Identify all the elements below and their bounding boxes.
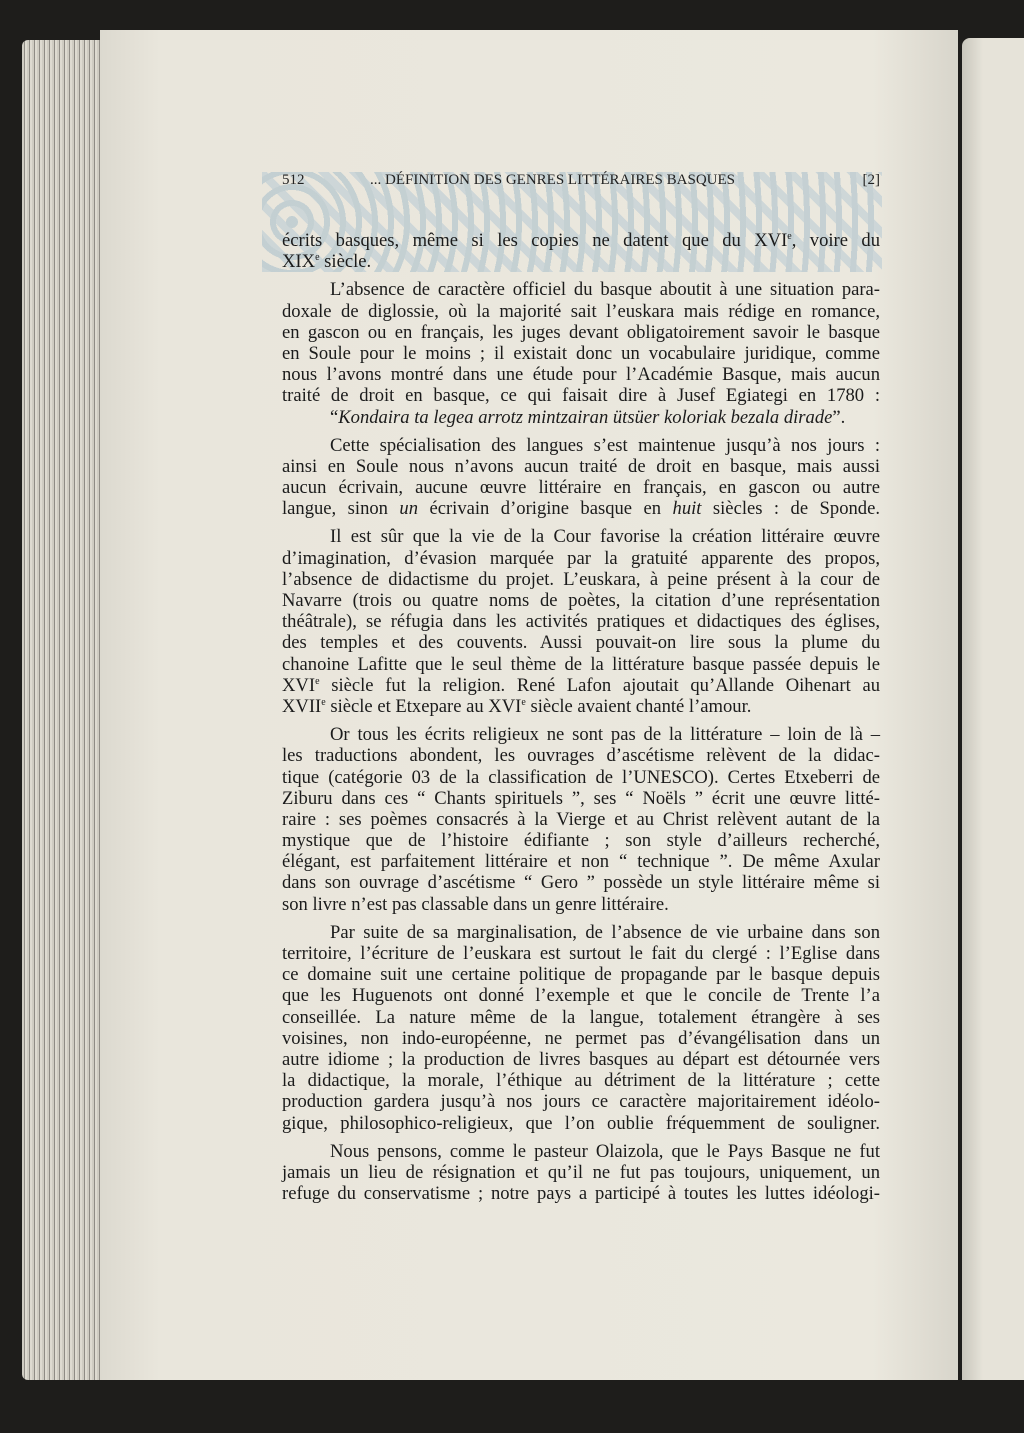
text-line xyxy=(282,230,880,251)
italic-text: huit xyxy=(672,498,702,520)
text-segment: écrivain d’origine basque en xyxy=(418,498,673,520)
text-segment: siècle fut la religion. René Lafon ajoutait qu’Allande Oihenart au xyxy=(319,674,880,696)
text-segment: XVI xyxy=(282,674,316,696)
text-line: en gascon ou en français, les juges devant obligatoirement savoir le basque xyxy=(282,321,880,343)
text-line: aucun écrivain, aucune œuvre littéraire en français, en gascon ou autre xyxy=(282,477,880,499)
superscript: e xyxy=(521,696,526,708)
text-line: dans son ouvrage d’ascétisme “ Gero ” possède un style littéraire même si xyxy=(282,872,880,894)
text-line: mystique que de l’histoire édifiante ; son style d’ailleurs recherché, xyxy=(282,830,880,852)
paragraph xyxy=(282,230,880,272)
text-line: la didactique, la morale, l’éthique au détriment de la littérature ; cette xyxy=(282,1070,880,1092)
text-line: théâtrale), se réfugia dans les activités pratiques et didactiques des églises, xyxy=(282,611,880,633)
italic-text: Kondaira ta legea arrotz mintzairan ütsüer koloriak bezala dirade xyxy=(338,406,833,428)
text-line: jamais un lieu de résignation et qu’il ne fut pas toujours, uniquement, un xyxy=(282,1161,880,1183)
text-segment: langue, sinon xyxy=(282,498,400,520)
text-line: doxale de diglossie, où la majorité sait l’euskara mais rédige en romance, xyxy=(282,300,880,322)
paragraph xyxy=(282,526,880,717)
text-segment: siècle. xyxy=(319,251,372,273)
text-segment: , voire du xyxy=(791,230,880,251)
text-line xyxy=(282,498,880,519)
text-line: territoire, l’écriture de l’euskara est surtout le fait du clergé : l’Eglise dans xyxy=(282,943,880,964)
text-line xyxy=(282,407,880,428)
text-line: ainsi en Soule nous n’avons aucun traité de droit en basque, mais aussi xyxy=(282,455,880,477)
text-line: des temples et des couvents. Aussi pouvait-on lire sous la plume du xyxy=(282,632,880,654)
superscript: e xyxy=(787,231,792,242)
text-line: traité de droit en basque, ce qui faisait dire à Jusef Egiategi en 1780 : xyxy=(282,385,880,407)
paragraph xyxy=(282,724,880,915)
page-number: 512 xyxy=(282,172,305,188)
text-line: raire : ses poèmes consacrés à la Vierge et au Christ relèvent autant de la xyxy=(282,808,880,830)
paragraph xyxy=(282,1141,880,1205)
text-segment: siècle et Etxepare au XVI xyxy=(325,695,522,717)
text-line: gique, philosophico-religieux, que l’on oublie fréquemment de souligner. xyxy=(282,1112,880,1134)
text-line: ce domaine suit une certaine politique de propagande par le basque depuis xyxy=(282,964,880,986)
text-line: nous l’avons montré dans une étude pour l’Académie Basque, mais aucun xyxy=(282,364,880,386)
text-line: voisines, non indo-européenne, ne permet pas d’évangélisation dans un xyxy=(282,1027,880,1049)
text-line: chanoine Lafitte que le seul thème de la littérature basque passée depuis le xyxy=(282,653,880,675)
text-segment: ”. xyxy=(832,406,846,428)
text-segment: écrits basques, même si les copies ne datent que du XVI xyxy=(282,230,788,251)
body-text xyxy=(282,230,880,1204)
text-line: conseillée. La nature même de la langue, totalement étrangère à ses xyxy=(282,1006,880,1028)
text-line: Par suite de sa marginalisation, de l’absence de vie urbaine dans son xyxy=(330,921,880,943)
text-line: Ziburu dans ces “ Chants spirituels ”, ses “ Noëls ” écrit une œuvre litté- xyxy=(282,787,880,809)
text-line: production gardera jusqu’à nos jours ce caractère majoritairement idéolo- xyxy=(282,1091,880,1113)
text-line: Il est sûr que la vie de la Cour favorise la création littéraire œuvre xyxy=(330,526,880,548)
text-line: Cette spécialisation des langues s’est maintenue jusqu’à nos jours : xyxy=(330,434,880,456)
text-segment: XIX xyxy=(282,251,316,273)
italic-text: un xyxy=(399,498,419,520)
text-segment: siècle avaient chanté l’amour. xyxy=(525,695,752,717)
section-marker: [2] xyxy=(862,172,880,188)
text-line: Or tous les écrits religieux ne sont pas de la littérature – loin de là – xyxy=(330,724,880,746)
superscript: e xyxy=(315,252,320,264)
text-line: refuge du conservatisme ; notre pays a participé à toutes les luttes idéologi- xyxy=(282,1183,880,1205)
text-line: autre idiome ; la production de livres basques au départ est détournée vers xyxy=(282,1048,880,1070)
text-line: son livre n’est pas classable dans un genre littéraire. xyxy=(282,893,669,915)
text-line: Nous pensons, comme le pasteur Olaizola, que le Pays Basque ne fut xyxy=(330,1140,880,1162)
text-segment: XVII xyxy=(282,695,322,717)
text-line: élégant, est parfaitement littéraire et non “ technique ”. De même Axular xyxy=(282,851,880,873)
facing-page-edge xyxy=(962,38,1024,1380)
superscript: e xyxy=(321,696,326,708)
text-line: d’imagination, d’évasion marquée par la gratuité apparente des propos, xyxy=(282,547,880,569)
paragraph xyxy=(282,279,880,427)
text-line: en Soule pour le moins ; il existait donc un vocabulaire juridique, comme xyxy=(282,342,880,364)
text-line: l’absence de didactisme du projet. L’euskara, à peine présent à la cour de xyxy=(282,568,880,590)
text-line: Navarre (trois ou quatre noms de poètes, la citation d’une représentation xyxy=(282,590,880,611)
text-line: tique (catégorie 03 de la classification de l’UNESCO). Certes Etxeberri de xyxy=(282,766,880,788)
paragraph xyxy=(282,922,880,1134)
text-line xyxy=(282,696,880,717)
superscript: e xyxy=(315,675,320,687)
text-segment: siècles : de Sponde. xyxy=(701,498,880,520)
text-line xyxy=(282,251,880,272)
text-line: que les Huguenots ont donné l’exemple et que le concile de Trente l’a xyxy=(282,985,880,1007)
paragraph xyxy=(282,435,880,520)
text-line xyxy=(282,675,880,696)
text-line: L’absence de caractère officiel du basque aboutit à une situation para- xyxy=(330,279,880,301)
text-line: les traductions abondent, les ouvrages d’ascétisme relèvent de la didac- xyxy=(282,745,880,767)
running-title: ... DÉFINITION DES GENRES LITTÉRAIRES BASQUES xyxy=(370,172,735,188)
text-segment: “ xyxy=(330,406,339,428)
